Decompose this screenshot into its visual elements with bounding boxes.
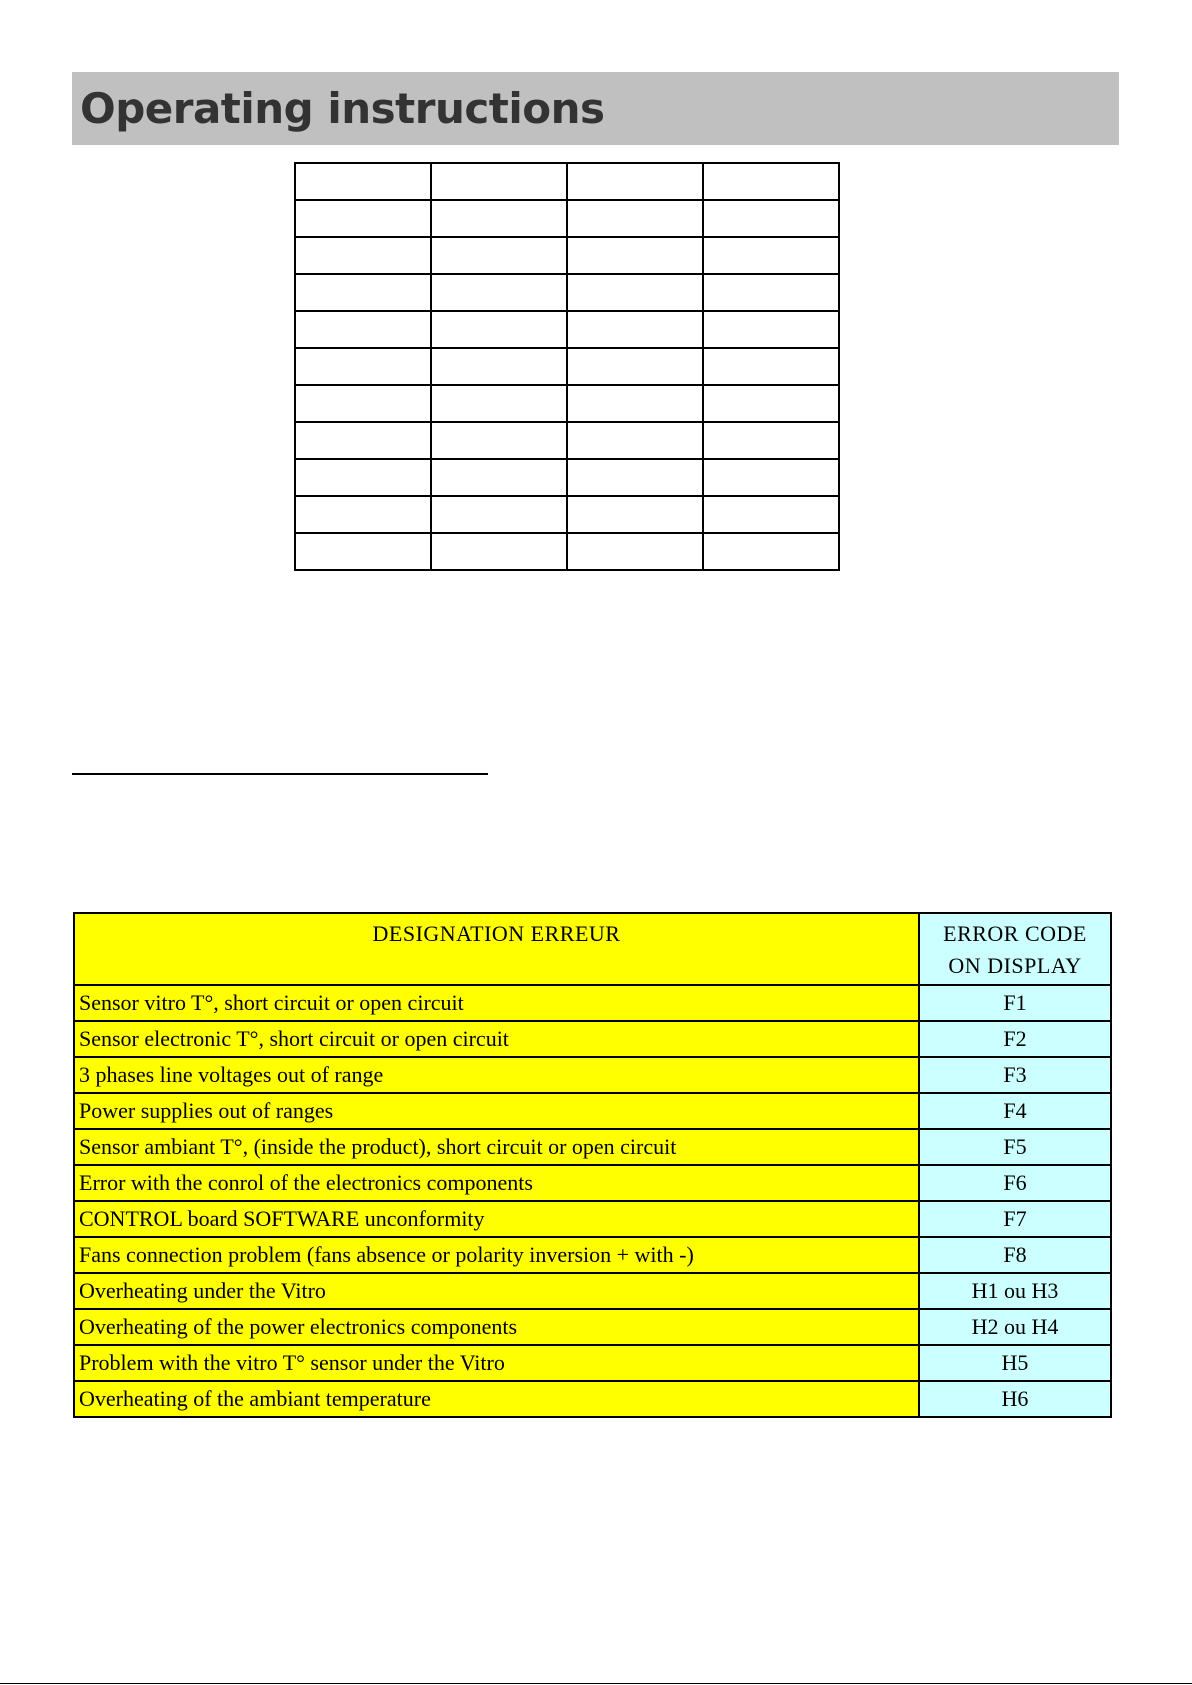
empty-grid-row (295, 385, 839, 422)
empty-grid-cell (295, 496, 431, 533)
error-code-header (919, 913, 1111, 985)
empty-grid-cell (703, 163, 839, 200)
empty-grid-cell (431, 348, 567, 385)
empty-grid-cell (431, 311, 567, 348)
empty-grid-cell (295, 163, 431, 200)
error-code-header-line2: ON DISPLAY (948, 953, 1082, 978)
empty-grid-row (295, 422, 839, 459)
empty-grid-cell (431, 422, 567, 459)
error-code-cell: F3 (919, 1057, 1111, 1093)
page-title: Operating instructions (80, 84, 605, 133)
empty-grid-cell (431, 237, 567, 274)
error-table-row (74, 1057, 1111, 1093)
empty-grid-table (294, 162, 840, 571)
error-code-cell: F7 (919, 1201, 1111, 1237)
error-table-row (74, 1201, 1111, 1237)
empty-grid-cell (431, 496, 567, 533)
error-table-row (74, 1273, 1111, 1309)
error-code-table (73, 912, 1112, 1418)
error-table-row (74, 985, 1111, 1021)
error-designation-cell: Overheating of the ambiant temperature (74, 1381, 919, 1417)
empty-grid-cell (703, 533, 839, 570)
empty-grid-cell (567, 200, 703, 237)
error-designation-cell: Sensor vitro T°, short circuit or open circuit (74, 985, 919, 1021)
empty-grid-row (295, 237, 839, 274)
empty-grid-cell (431, 200, 567, 237)
empty-grid-cell (703, 311, 839, 348)
empty-grid-row (295, 348, 839, 385)
error-table-head (74, 913, 1111, 985)
empty-grid-cell (295, 422, 431, 459)
empty-grid-cell (295, 385, 431, 422)
error-code-cell: F2 (919, 1021, 1111, 1057)
empty-grid-cell (567, 459, 703, 496)
empty-grid-cell (567, 163, 703, 200)
error-table-row (74, 1021, 1111, 1057)
empty-grid-cell (431, 163, 567, 200)
error-designation-cell: Overheating under the Vitro (74, 1273, 919, 1309)
error-table-row (74, 1093, 1111, 1129)
empty-grid-cell (703, 496, 839, 533)
empty-grid-cell (295, 200, 431, 237)
error-designation-cell: CONTROL board SOFTWARE unconformity (74, 1201, 919, 1237)
error-table-row (74, 1165, 1111, 1201)
empty-grid-row (295, 533, 839, 570)
empty-grid-cell (567, 274, 703, 311)
empty-grid-cell (567, 496, 703, 533)
error-designation-cell: Overheating of the power electronics components (74, 1309, 919, 1345)
error-code-cell: F6 (919, 1165, 1111, 1201)
error-code-header-line1: ERROR CODE (943, 921, 1087, 946)
error-code-cell: F1 (919, 985, 1111, 1021)
error-code-cell: H2 ou H4 (919, 1309, 1111, 1345)
empty-grid-cell (295, 274, 431, 311)
blank-underline (72, 773, 488, 775)
empty-grid-cell (703, 459, 839, 496)
empty-grid-cell (295, 348, 431, 385)
error-designation-cell: Power supplies out of ranges (74, 1093, 919, 1129)
error-table-row (74, 1309, 1111, 1345)
error-code-cell: H5 (919, 1345, 1111, 1381)
empty-grid-cell (703, 422, 839, 459)
error-table-body (74, 985, 1111, 1417)
empty-grid-cell (431, 385, 567, 422)
empty-grid-cell (295, 237, 431, 274)
error-code-cell: H6 (919, 1381, 1111, 1417)
error-designation-cell: Fans connection problem (fans absence or polarity inversion + with -) (74, 1237, 919, 1273)
empty-grid-cell (295, 533, 431, 570)
empty-grid-cell (567, 533, 703, 570)
empty-grid-cell (703, 385, 839, 422)
empty-grid-cell (431, 533, 567, 570)
empty-grid-row (295, 163, 839, 200)
empty-grid-cell (295, 311, 431, 348)
error-code-cell: F5 (919, 1129, 1111, 1165)
error-table-row (74, 1345, 1111, 1381)
error-designation-cell: Sensor electronic T°, short circuit or open circuit (74, 1021, 919, 1057)
page-bottom-rule (0, 1683, 1192, 1684)
empty-grid-cell (703, 274, 839, 311)
error-code-cell: F4 (919, 1093, 1111, 1129)
empty-grid-row (295, 459, 839, 496)
empty-grid-cell (567, 385, 703, 422)
error-designation-cell: 3 phases line voltages out of range (74, 1057, 919, 1093)
empty-grid-row (295, 311, 839, 348)
section-header (72, 72, 1119, 145)
empty-grid-cell (431, 459, 567, 496)
empty-grid-row (295, 274, 839, 311)
empty-grid-row (295, 496, 839, 533)
empty-grid-cell (567, 422, 703, 459)
error-table-header-row (74, 913, 1111, 985)
empty-grid-body (295, 163, 839, 570)
empty-grid-cell (567, 348, 703, 385)
empty-grid-cell (703, 348, 839, 385)
empty-grid-cell (703, 237, 839, 274)
error-table-row (74, 1237, 1111, 1273)
designation-header: DESIGNATION ERREUR (74, 913, 919, 985)
error-designation-cell: Error with the conrol of the electronics components (74, 1165, 919, 1201)
error-designation-cell: Problem with the vitro T° sensor under the Vitro (74, 1345, 919, 1381)
error-table-row (74, 1381, 1111, 1417)
empty-grid-cell (567, 311, 703, 348)
empty-grid-cell (703, 200, 839, 237)
error-code-cell: H1 ou H3 (919, 1273, 1111, 1309)
error-table-row (74, 1129, 1111, 1165)
empty-grid-row (295, 200, 839, 237)
error-code-cell: F8 (919, 1237, 1111, 1273)
empty-grid-cell (431, 274, 567, 311)
empty-grid-cell (295, 459, 431, 496)
empty-grid-cell (567, 237, 703, 274)
error-designation-cell: Sensor ambiant T°, (inside the product), short circuit or open circuit (74, 1129, 919, 1165)
